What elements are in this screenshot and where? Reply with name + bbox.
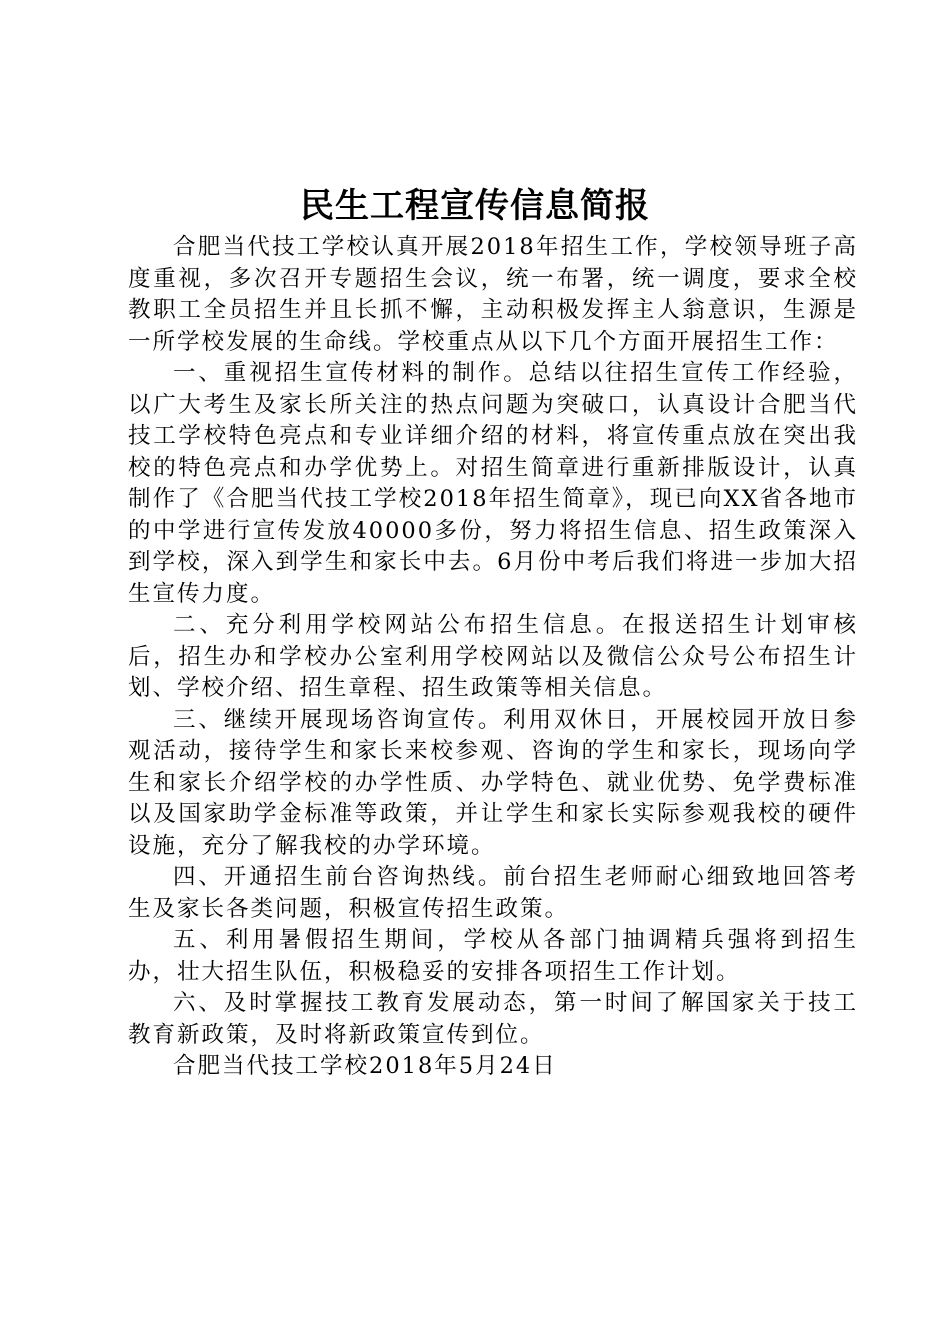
signature-line: 合肥当代技工学校2018年5月24日 — [173, 1053, 557, 1079]
paragraph-item-1: 一、重视招生宣传材料的制作。总结以往招生宣传工作经验，以广大考生及家长所关注的热点问题为突破口，认真设计合肥当代技工学校特色亮点和专业详细介绍的材料，将宣传重点放在突出我校的特色亮点和办学优势上。对招生简章进行重新排版设计，认真制作了《合肥当代技工学校2018年招生简章》，现已向XX省各地市的中学进行宣传发放40000多份，努力将招生信息、招生政策深入到学校，深入到学生和家长中去。6月份中考后我们将进一步加大招生宣传力度。 — [128, 360, 858, 607]
paragraph-item-5: 五、利用暑假招生期间，学校从各部门抽调精兵强将到招生办，壮大招生队伍，积极稳妥的安排各项招生工作计划。 — [128, 927, 858, 985]
paragraph-item-3: 三、继续开展现场咨询宣传。利用双休日，开展校园开放日参观活动，接待学生和家长来校参观、咨询的学生和家长，现场向学生和家长介绍学校的办学性质、办学特色、就业优势、免学费标准以及国家助学金标准等政策，并让学生和家长实际参观我校的硬件设施，充分了解我校的办学环境。 — [128, 706, 858, 859]
paragraph-item-6: 六、及时掌握技工教育发展动态，第一时间了解国家关于技工教育新政策，及时将新政策宣传到位。 — [128, 990, 858, 1048]
paragraph-item-2: 二、充分利用学校网站公布招生信息。在报送招生计划审核后，招生办和学校办公室利用学校网站以及微信公众号公布招生计划、学校介绍、招生章程、招生政策等相关信息。 — [128, 612, 858, 701]
intro-paragraph: 合肥当代技工学校认真开展2018年招生工作，学校领导班子高度重视，多次召开专题招生会议，统一布署，统一调度，要求全校教职工全员招生并且长抓不懈，主动积极发挥主人翁意识，生源是一所学校发展的生命线。学校重点从以下几个方面开展招生工作： — [128, 234, 858, 355]
document-body — [128, 232, 858, 1083]
document-title: 民生工程宣传信息简报 — [300, 186, 650, 226]
paragraph-item-4: 四、开通招生前台咨询热线。前台招生老师耐心细致地回答考生及家长各类问题，积极宣传招生政策。 — [128, 864, 858, 922]
